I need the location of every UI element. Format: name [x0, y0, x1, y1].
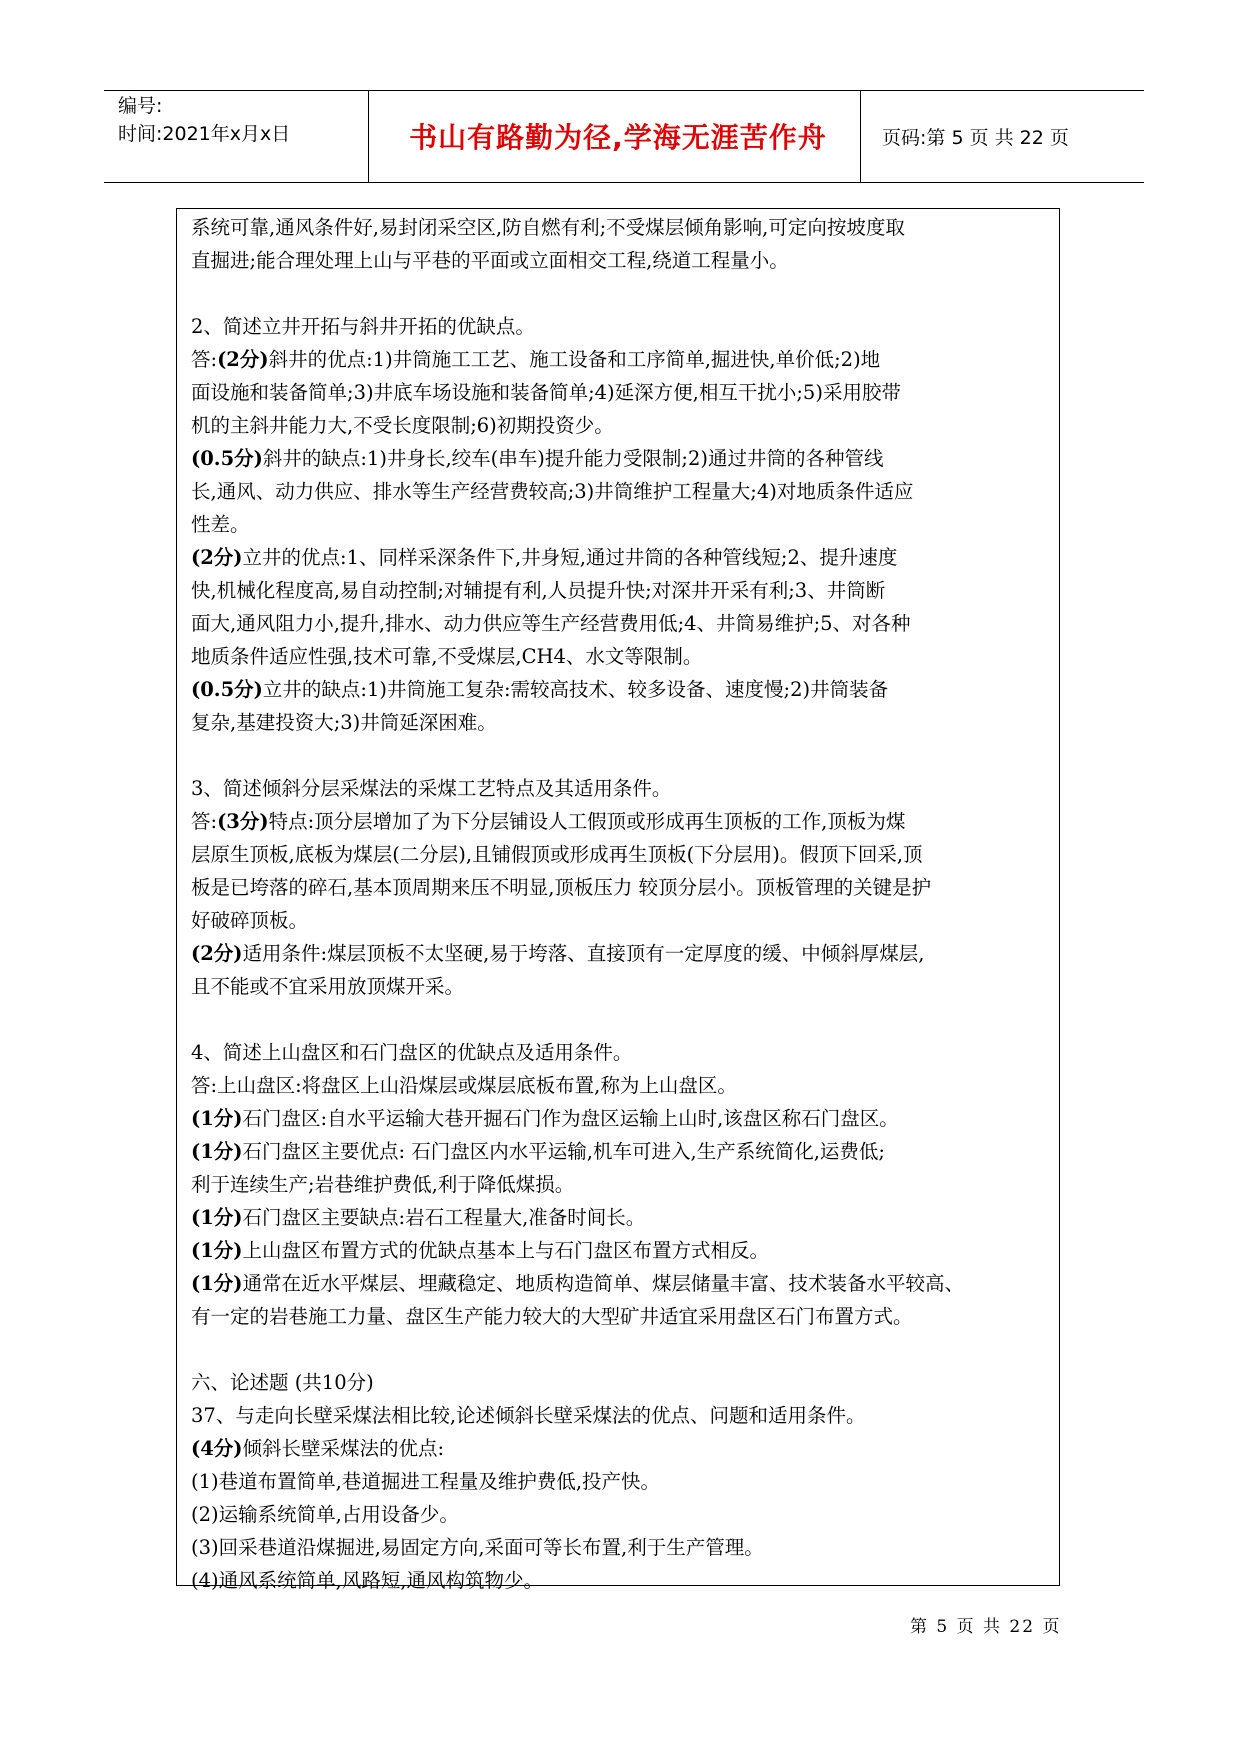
text-line: [191, 211, 1051, 244]
line-text: 通常在近水平煤层、埋藏稳定、地质构造简单、煤层储量丰富、技术装备水平较高、: [242, 1272, 965, 1295]
line-text: 答:上山盘区:将盘区上山沿煤层或煤层底板布置,称为上山盘区。: [191, 1074, 737, 1097]
line-text: 有一定的岩巷施工力量、盘区生产能力较大的大型矿井适宜采用盘区石门布置方式。: [191, 1305, 913, 1328]
text-line: [191, 838, 1051, 871]
text-line: [191, 1201, 1051, 1234]
text-line: [191, 1234, 1051, 1267]
text-line: [191, 1366, 1051, 1399]
score-label: (1分): [191, 1107, 243, 1130]
blank-line: [191, 277, 1051, 310]
answer-text: [191, 211, 1051, 1597]
header-divider-left: [368, 90, 369, 182]
answer-prefix: 答:: [191, 810, 218, 833]
text-line: [191, 937, 1051, 970]
line-text: 立井的缺点:1)井筒施工复杂:需较高技术、较多设备、速度慢;2)井筒装备: [262, 678, 889, 701]
line-text: 板是已垮落的碎石,基本顶周期来压不明显,顶板压力 较顶分层小。顶板管理的关键是护: [191, 876, 932, 899]
page-header: [104, 90, 1144, 182]
text-line: [191, 343, 1051, 376]
score-label: (4分): [191, 1437, 243, 1460]
line-text: 斜井的缺点:1)井身长,绞车(串车)提升能力受限制;2)通过井筒的各种管线: [262, 447, 884, 470]
line-text: 3、简述倾斜分层采煤法的采煤工艺特点及其适用条件。: [191, 777, 672, 800]
line-text: 地质条件适应性强,技术可靠,不受煤层,CH4、水文等限制。: [191, 645, 703, 668]
text-line: [191, 871, 1051, 904]
text-line: [191, 1300, 1051, 1333]
line-text: 斜井的优点:1)井筒施工工艺、施工设备和工序简单,掘进快,单价低;2)地: [268, 348, 881, 371]
score-label: (0.5分): [191, 447, 263, 470]
text-line: [191, 541, 1051, 574]
line-text: 上山盘区布置方式的优缺点基本上与石门盘区布置方式相反。: [242, 1239, 770, 1262]
score-label: (2分): [191, 546, 243, 569]
score-label: (3分): [217, 810, 269, 833]
header-meta: [118, 92, 358, 148]
blank-line: [191, 1003, 1051, 1036]
line-text: 石门盘区主要优点: 石门盘区内水平运输,机车可进入,生产系统简化,运费低;: [242, 1140, 885, 1163]
text-line: [191, 1168, 1051, 1201]
line-text: 37、与走向长壁采煤法相比较,论述倾斜长壁采煤法的优点、问题和适用条件。: [191, 1404, 866, 1427]
text-line: [191, 1498, 1051, 1531]
answer-content-box: [176, 208, 1060, 1592]
line-text: 复杂,基建投资大;3)井筒延深困难。: [191, 711, 497, 734]
score-label: (2分): [217, 348, 269, 371]
text-line: [191, 970, 1051, 1003]
text-line: [191, 1135, 1051, 1168]
document-number: 编号:: [118, 95, 163, 117]
text-line: [191, 442, 1051, 475]
line-text: 立井的优点:1、同样采深条件下,井身短,通过井筒的各种管线短;2、提升速度: [242, 546, 898, 569]
line-text: 且不能或不宜采用放顶煤开采。: [191, 975, 465, 998]
text-line: [191, 1531, 1051, 1564]
line-text: 系统可靠,通风条件好,易封闭采空区,防自燃有利;不受煤层倾角影响,可定向按坡度取: [191, 216, 905, 239]
line-text: 利于连续生产;岩巷维护费低,利于降低煤损。: [191, 1173, 575, 1196]
text-line: [191, 1399, 1051, 1432]
line-text: 直掘进;能合理处理上山与平巷的平面或立面相交工程,绕道工程量小。: [191, 249, 789, 272]
text-line: [191, 1267, 1051, 1300]
text-line: [191, 376, 1051, 409]
text-line: [191, 607, 1051, 640]
line-text: (4)通风系统简单,风路短,通风构筑物少。: [191, 1569, 544, 1592]
line-text: 适用条件:煤层顶板不太坚硬,易于垮落、直接顶有一定厚度的缓、中倾斜厚煤层,: [242, 942, 925, 965]
line-text: 六、论述题 (共10分): [191, 1371, 374, 1394]
text-line: [191, 310, 1051, 343]
line-text: 2、简述立井开拓与斜井开拓的优缺点。: [191, 315, 535, 338]
line-text: 石门盘区主要缺点:岩石工程量大,准备时间长。: [242, 1206, 646, 1229]
header-motto: 书山有路勤为径,学海无涯苦作舟: [409, 121, 827, 154]
text-line: [191, 1432, 1051, 1465]
text-line: [191, 508, 1051, 541]
score-label: (1分): [191, 1239, 243, 1262]
text-line: [191, 409, 1051, 442]
line-text: (2)运输系统简单,占用设备少。: [191, 1503, 459, 1526]
text-line: [191, 1102, 1051, 1135]
score-label: (1分): [191, 1272, 243, 1295]
line-text: 性差。: [191, 513, 250, 536]
text-line: [191, 904, 1051, 937]
text-line: [191, 574, 1051, 607]
text-line: [191, 706, 1051, 739]
line-text: 机的主斜井能力大,不受长度限制;6)初期投资少。: [191, 414, 614, 437]
page-footer: 第 5 页 共 22 页: [910, 1617, 1062, 1637]
text-line: [191, 244, 1051, 277]
line-text: 长,通风、动力供应、排水等生产经营费较高;3)井筒维护工程量大;4)对地质条件适应: [191, 480, 914, 503]
header-bottom-rule: [104, 182, 1144, 183]
text-line: [191, 1465, 1051, 1498]
text-line: [191, 640, 1051, 673]
text-line: [191, 772, 1051, 805]
blank-line: [191, 1333, 1051, 1366]
line-text: 倾斜长壁采煤法的优点:: [242, 1437, 445, 1460]
header-page-number: 页码:第 5 页 共 22 页: [882, 126, 1069, 149]
text-line: [191, 475, 1051, 508]
line-text: (3)回采巷道沿煤掘进,易固定方向,采面可等长布置,利于生产管理。: [191, 1536, 764, 1559]
line-text: (1)巷道布置简单,巷道掘进工程量及维护费低,投产快。: [191, 1470, 661, 1493]
score-label: (0.5分): [191, 678, 263, 701]
line-text: 层原生顶板,底板为煤层(二分层),且铺假顶或形成再生顶板(下分层用)。假顶下回采,顶: [191, 843, 923, 866]
line-text: 石门盘区:自水平运输大巷开掘石门作为盘区运输上山时,该盘区称石门盘区。: [242, 1107, 899, 1130]
line-text: 特点:顶分层增加了为下分层铺设人工假顶或形成再生顶板的工作,顶板为煤: [268, 810, 906, 833]
blank-line: [191, 739, 1051, 772]
text-line: [191, 1036, 1051, 1069]
text-line: [191, 805, 1051, 838]
answer-prefix: 答:: [191, 348, 218, 371]
line-text: 面设施和装备简单;3)井底车场设施和装备简单;4)延深方便,相互干扰小;5)采用胶带: [191, 381, 901, 404]
line-text: 4、简述上山盘区和石门盘区的优缺点及适用条件。: [191, 1041, 633, 1064]
document-date: 时间:2021年x月x日: [118, 123, 291, 145]
text-line: [191, 1069, 1051, 1102]
text-line: [191, 673, 1051, 706]
score-label: (1分): [191, 1206, 243, 1229]
score-label: (2分): [191, 942, 243, 965]
line-text: 快,机械化程度高,易自动控制;对辅提有利,人员提升快;对深井开采有利;3、井筒断: [191, 579, 886, 602]
text-line: [191, 1564, 1051, 1597]
line-text: 好破碎顶板。: [191, 909, 309, 932]
line-text: 面大,通风阻力小,提升,排水、动力供应等生产经营费用低;4、井筒易维护;5、对各种: [191, 612, 911, 635]
score-label: (1分): [191, 1140, 243, 1163]
